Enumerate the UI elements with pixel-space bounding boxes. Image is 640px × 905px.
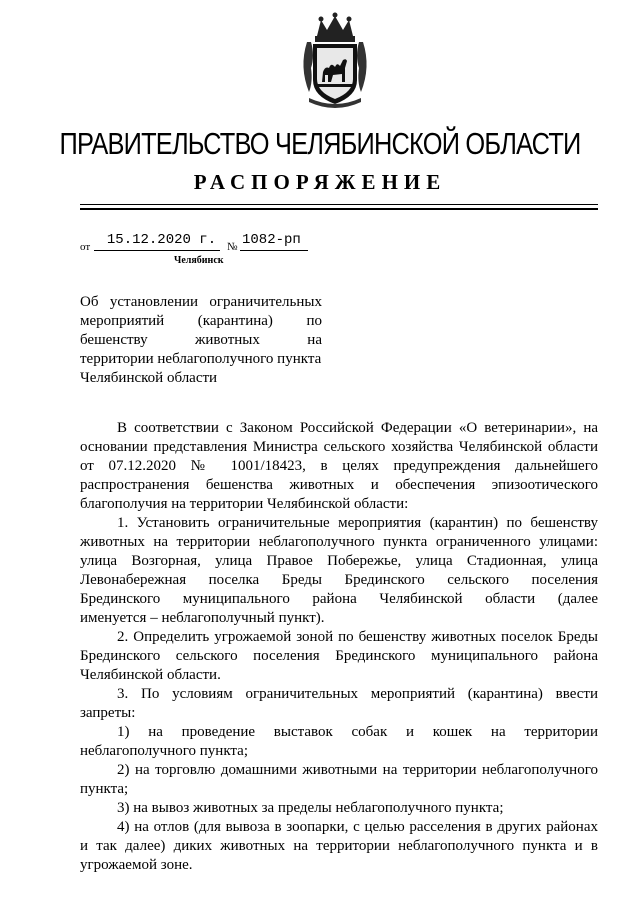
subject-line: Челябинской области [80, 370, 218, 386]
subject-line: мероприятий (карантина) по [80, 313, 322, 329]
body-line: пункта; [80, 781, 129, 797]
body-line: 2. Определить угрожаемой зоной по бешенству животных поселок Бреды [117, 629, 598, 645]
body-line: благополучия на территории Челябинской области: [80, 496, 409, 512]
number-prefix: № [227, 241, 238, 253]
document-body [80, 419, 598, 875]
body-line: именуется – неблагополучный пункт). [80, 610, 325, 626]
number-underline [240, 250, 308, 251]
body-line: неблагополучного пункта; [80, 743, 248, 759]
body-line: 1) на проведение выставок собак и кошек на территории [117, 724, 598, 740]
date-underline [94, 250, 220, 251]
coat-of-arms-emblem [295, 12, 375, 110]
body-line: и так далее) диких животных на территории неблагополучного пункта и в [80, 838, 598, 854]
header-divider-thin [80, 204, 598, 205]
body-line: 3. По условиям ограничительных мероприятий (карантина) ввести [117, 686, 598, 702]
body-line: угрожаемой зоне. [80, 857, 193, 873]
body-line: Челябинской области. [80, 667, 221, 683]
subject-line: территории неблагополучного пункта [80, 351, 322, 367]
body-line: 1. Установить ограничительные мероприятия (карантин) по бешенству [117, 515, 598, 531]
document-type-title: РАСПОРЯЖЕНИЕ [193, 170, 447, 194]
body-line: основании представления Министра сельского хозяйства Челябинской области [80, 439, 598, 455]
body-line: В соответствии с Законом Российской Федерации «О ветеринарии», на [117, 420, 598, 436]
body-line: запреты: [80, 705, 136, 721]
body-line: от 07.12.2020 № 1001/18423, в целях предупреждения дальнейшего [80, 458, 598, 474]
document-subject [80, 293, 322, 388]
body-line: Брединского сельского поселения Брединского муниципального района [80, 648, 598, 664]
date-number-line [80, 232, 320, 256]
body-line: животных на территории неблагополучного пункта ограниченного улицами: [80, 534, 598, 550]
body-line: 3) на вывоз животных за пределы неблагополучного пункта; [117, 800, 504, 816]
body-line: распространения бешенства животных и обеспечения эпизоотического [80, 477, 598, 493]
subject-line: бешенству животных на [80, 332, 322, 348]
city-label: Челябинск [174, 255, 224, 266]
document-date: 15.12.2020 г. [106, 232, 217, 248]
subject-line: Об установлении ограничительных [80, 294, 322, 310]
body-line: Брединского муниципального района Челябинской области (далее [80, 591, 598, 607]
body-line: 2) на торговлю домашними животными на территории неблагополучного [117, 762, 598, 778]
body-line: Левонабережная поселка Бреды Брединского сельского поселения [80, 572, 598, 588]
government-title: ПРАВИТЕЛЬСТВО ЧЕЛЯБИНСКОЙ ОБЛАСТИ [59, 126, 581, 161]
date-prefix: от [80, 241, 91, 253]
body-line: улица Возгорная, улица Правое Побережье, улица Стадионная, улица [80, 553, 598, 569]
document-number: 1082-рп [242, 232, 301, 248]
body-line: 4) на отлов (для вывоза в зоопарки, с целью расселения в других районах [117, 819, 598, 835]
header-divider-thick [80, 208, 598, 210]
